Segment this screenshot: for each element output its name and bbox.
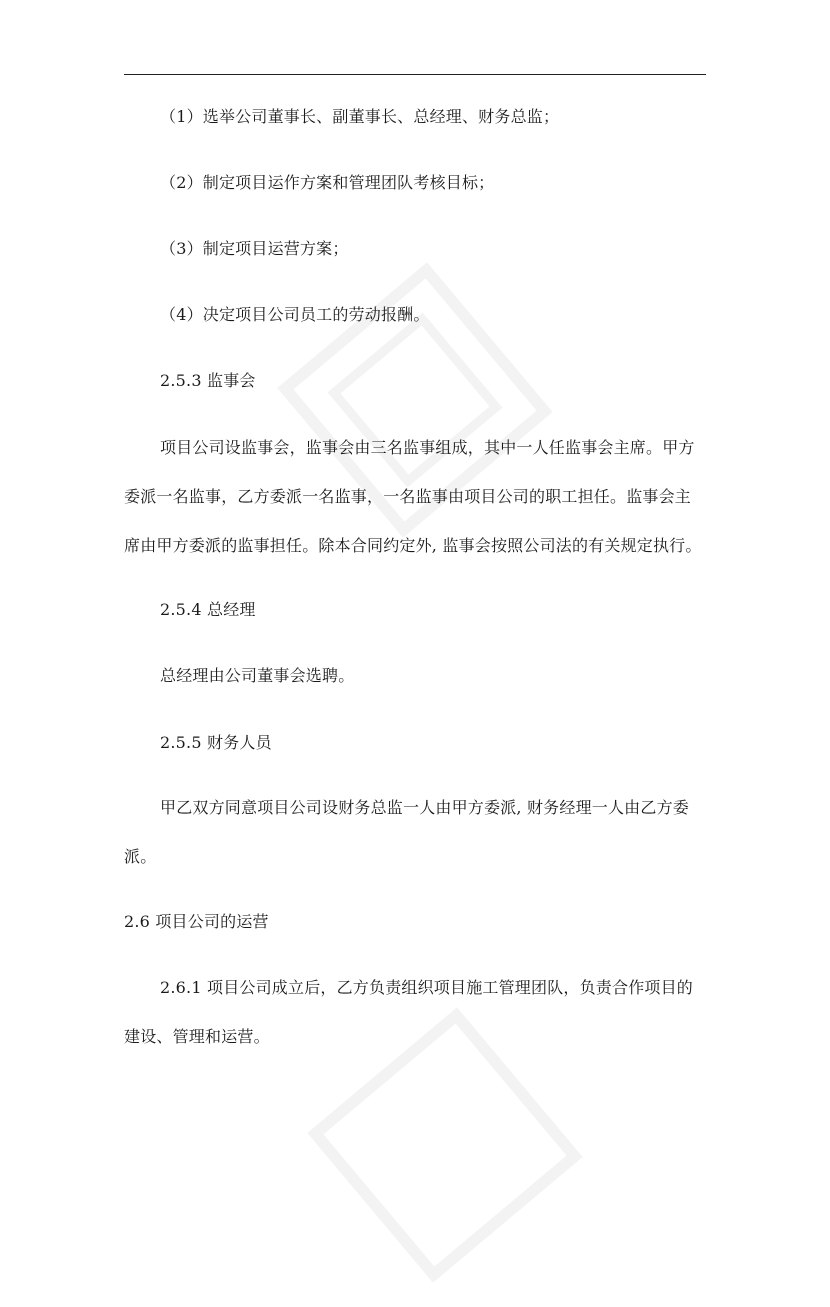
paragraph-line: 建设、管理和运营。 bbox=[124, 1027, 270, 1046]
list-item-3: （3）制定项目运营方案； bbox=[160, 239, 349, 258]
list-item-4: （4）决定项目公司员工的劳动报酬。 bbox=[160, 305, 430, 324]
section-heading-2-6: 2.6 项目公司的运营 bbox=[124, 912, 269, 931]
section-heading-2-5-5: 2.5.5 财务人员 bbox=[160, 733, 272, 752]
list-item-2: （2）制定项目运作方案和管理团队考核目标； bbox=[160, 173, 495, 192]
paragraph-line: 席由甲方委派的监事担任。除本合同约定外, 监事会按照公司法的有关规定执行。 bbox=[124, 536, 702, 555]
paragraph-line: 派。 bbox=[124, 847, 157, 866]
paragraph-line: 总经理由公司董事会选聘。 bbox=[160, 666, 355, 685]
section-heading-2-5-4: 2.5.4 总经理 bbox=[160, 600, 256, 619]
paragraph-line: 2.6.1 项目公司成立后，乙方负责组织项目施工管理团队，负责合作项目的 bbox=[160, 978, 693, 997]
section-heading-2-5-3: 2.5.3 监事会 bbox=[160, 371, 256, 390]
paragraph-line: 委派一名监事，乙方委派一名监事，一名监事由项目公司的职工担任。监事会主 bbox=[124, 487, 692, 506]
paragraph-line: 项目公司设监事会，监事会由三名监事组成，其中一人任监事会主席。甲方 bbox=[160, 438, 695, 457]
watermark-icon bbox=[253, 238, 577, 562]
list-item-1: （1）选举公司董事长、副董事长、总经理、财务总监； bbox=[160, 107, 560, 126]
header-rule bbox=[124, 74, 706, 75]
paragraph-line: 甲乙双方同意项目公司设财务总监一人由甲方委派, 财务经理一人由乙方委 bbox=[160, 798, 689, 817]
watermark-icon bbox=[283, 983, 607, 1307]
